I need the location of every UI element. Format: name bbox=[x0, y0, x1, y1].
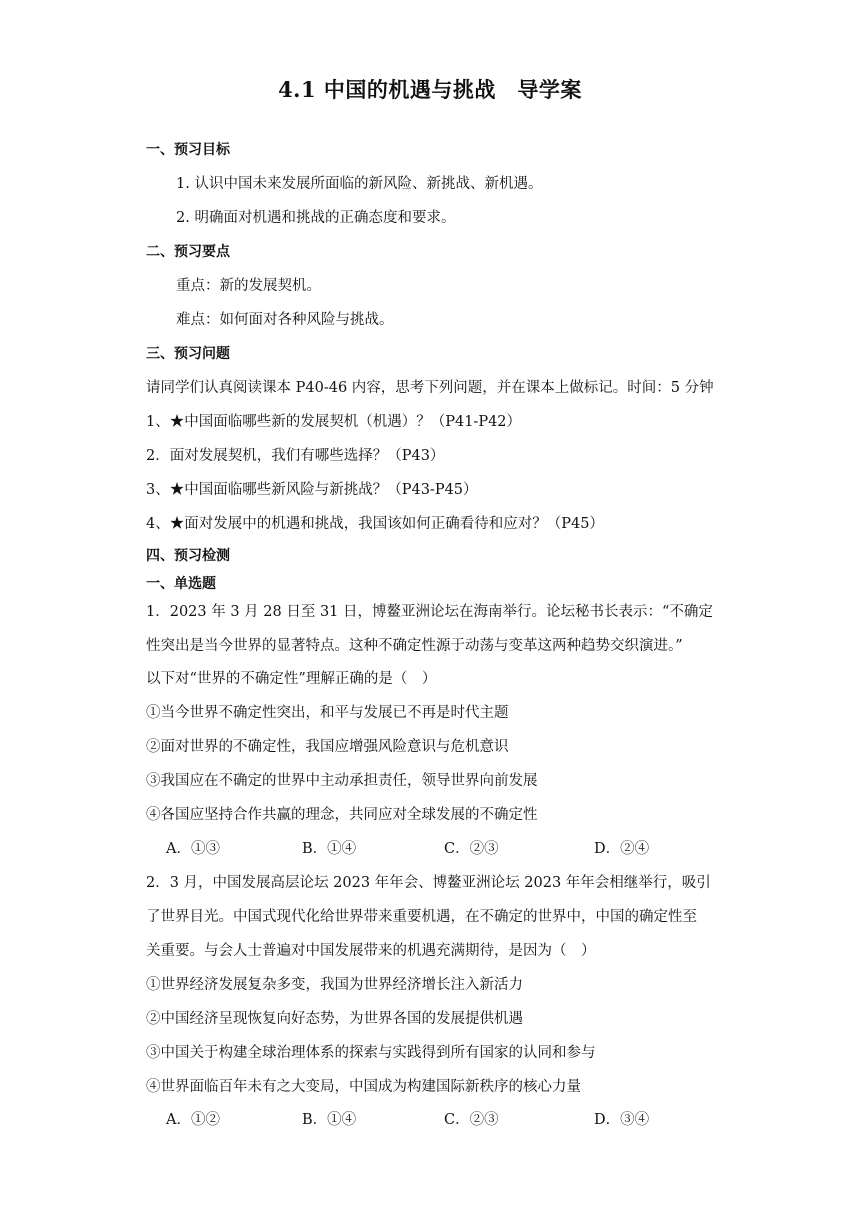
section-heading-questions: 三、预习问题 bbox=[146, 346, 230, 362]
preview-question-3: 3、★中国面临哪些新风险与新挑战？（P43-P45） bbox=[146, 482, 478, 498]
goal-item-2: 2. 明确面对机遇和挑战的正确态度和要求。 bbox=[176, 210, 456, 226]
q1-stem-line-3: 以下对“世界的不确定性”理解正确的是（ ） bbox=[146, 671, 437, 687]
q1-statement-3: ③我国应在不确定的世界中主动承担责任，领导世界向前发展 bbox=[146, 773, 538, 789]
page-title: 4.1 中国的机遇与挑战 导学案 bbox=[278, 77, 582, 102]
preview-question-1: 1、★中国面临哪些新的发展契机（机遇）？（P41-P42） bbox=[146, 414, 522, 430]
subheading-single-choice: 一、单选题 bbox=[146, 576, 216, 592]
preview-question-4: 4、★面对发展中的机遇和挑战，我国该如何正确看待和应对？（P45） bbox=[146, 516, 604, 532]
q1-option-d[interactable]: D．②④ bbox=[594, 841, 650, 857]
preview-question-2: 2．面对发展契机，我们有哪些选择？（P43） bbox=[146, 448, 445, 464]
q2-statement-2: ②中国经济呈现恢复向好态势，为世界各国的发展提供机遇 bbox=[146, 1011, 523, 1027]
q2-stem-line-2: 了世界目光。中国式现代化给世界带来重要机遇，在不确定的世界中，中国的确定性至 bbox=[146, 909, 697, 925]
q2-option-c[interactable]: C．②③ bbox=[444, 1112, 499, 1128]
q1-option-a[interactable]: A．①③ bbox=[166, 841, 220, 857]
q2-statement-4: ④世界面临百年未有之大变局，中国成为构建国际新秩序的核心力量 bbox=[146, 1079, 581, 1095]
q2-stem-line-3: 关重要。与会人士普遍对中国发展带来的机遇充满期待，是因为（ ） bbox=[146, 943, 596, 959]
q1-option-b[interactable]: B．①④ bbox=[302, 841, 357, 857]
goal-item-1: 1. 认识中国未来发展所面临的新风险、新挑战、新机遇。 bbox=[176, 176, 543, 192]
section-heading-test: 四、预习检测 bbox=[146, 548, 230, 564]
q1-stem-line-1: 1．2023 年 3 月 28 日至 31 日，博鳌亚洲论坛在海南举行。论坛秘书长表示：“不确定 bbox=[146, 604, 713, 620]
section-heading-goals: 一、预习目标 bbox=[146, 142, 230, 158]
q2-statement-1: ①世界经济发展复杂多变，我国为世界经济增长注入新活力 bbox=[146, 977, 523, 993]
q2-option-d[interactable]: D．③④ bbox=[594, 1112, 650, 1128]
section-heading-points: 二、预习要点 bbox=[146, 244, 230, 260]
q2-stem-line-1: 2．3 月，中国发展高层论坛 2023 年年会、博鳌亚洲论坛 2023 年年会相继举行，吸引 bbox=[146, 875, 711, 891]
difficult-point: 难点：如何面对各种风险与挑战。 bbox=[176, 312, 394, 328]
q1-option-c[interactable]: C．②③ bbox=[444, 841, 499, 857]
q1-stem-line-2: 性突出是当今世界的显著特点。这种不确定性源于动荡与变革这两种趋势交织演进。” bbox=[146, 638, 683, 654]
q1-statement-1: ①当今世界不确定性突出，和平与发展已不再是时代主题 bbox=[146, 705, 509, 721]
q1-statement-4: ④各国应坚持合作共赢的理念，共同应对全球发展的不确定性 bbox=[146, 807, 538, 823]
q2-option-b[interactable]: B．①④ bbox=[302, 1112, 357, 1128]
key-point: 重点：新的发展契机。 bbox=[176, 278, 321, 294]
questions-intro: 请同学们认真阅读课本 P40-46 内容，思考下列问题，并在课本上做标记。时间：5 分钟 bbox=[146, 380, 714, 396]
q2-option-a[interactable]: A．①② bbox=[166, 1112, 220, 1128]
q2-statement-3: ③中国关于构建全球治理体系的探索与实践得到所有国家的认同和参与 bbox=[146, 1045, 596, 1061]
q1-statement-2: ②面对世界的不确定性，我国应增强风险意识与危机意识 bbox=[146, 739, 509, 755]
